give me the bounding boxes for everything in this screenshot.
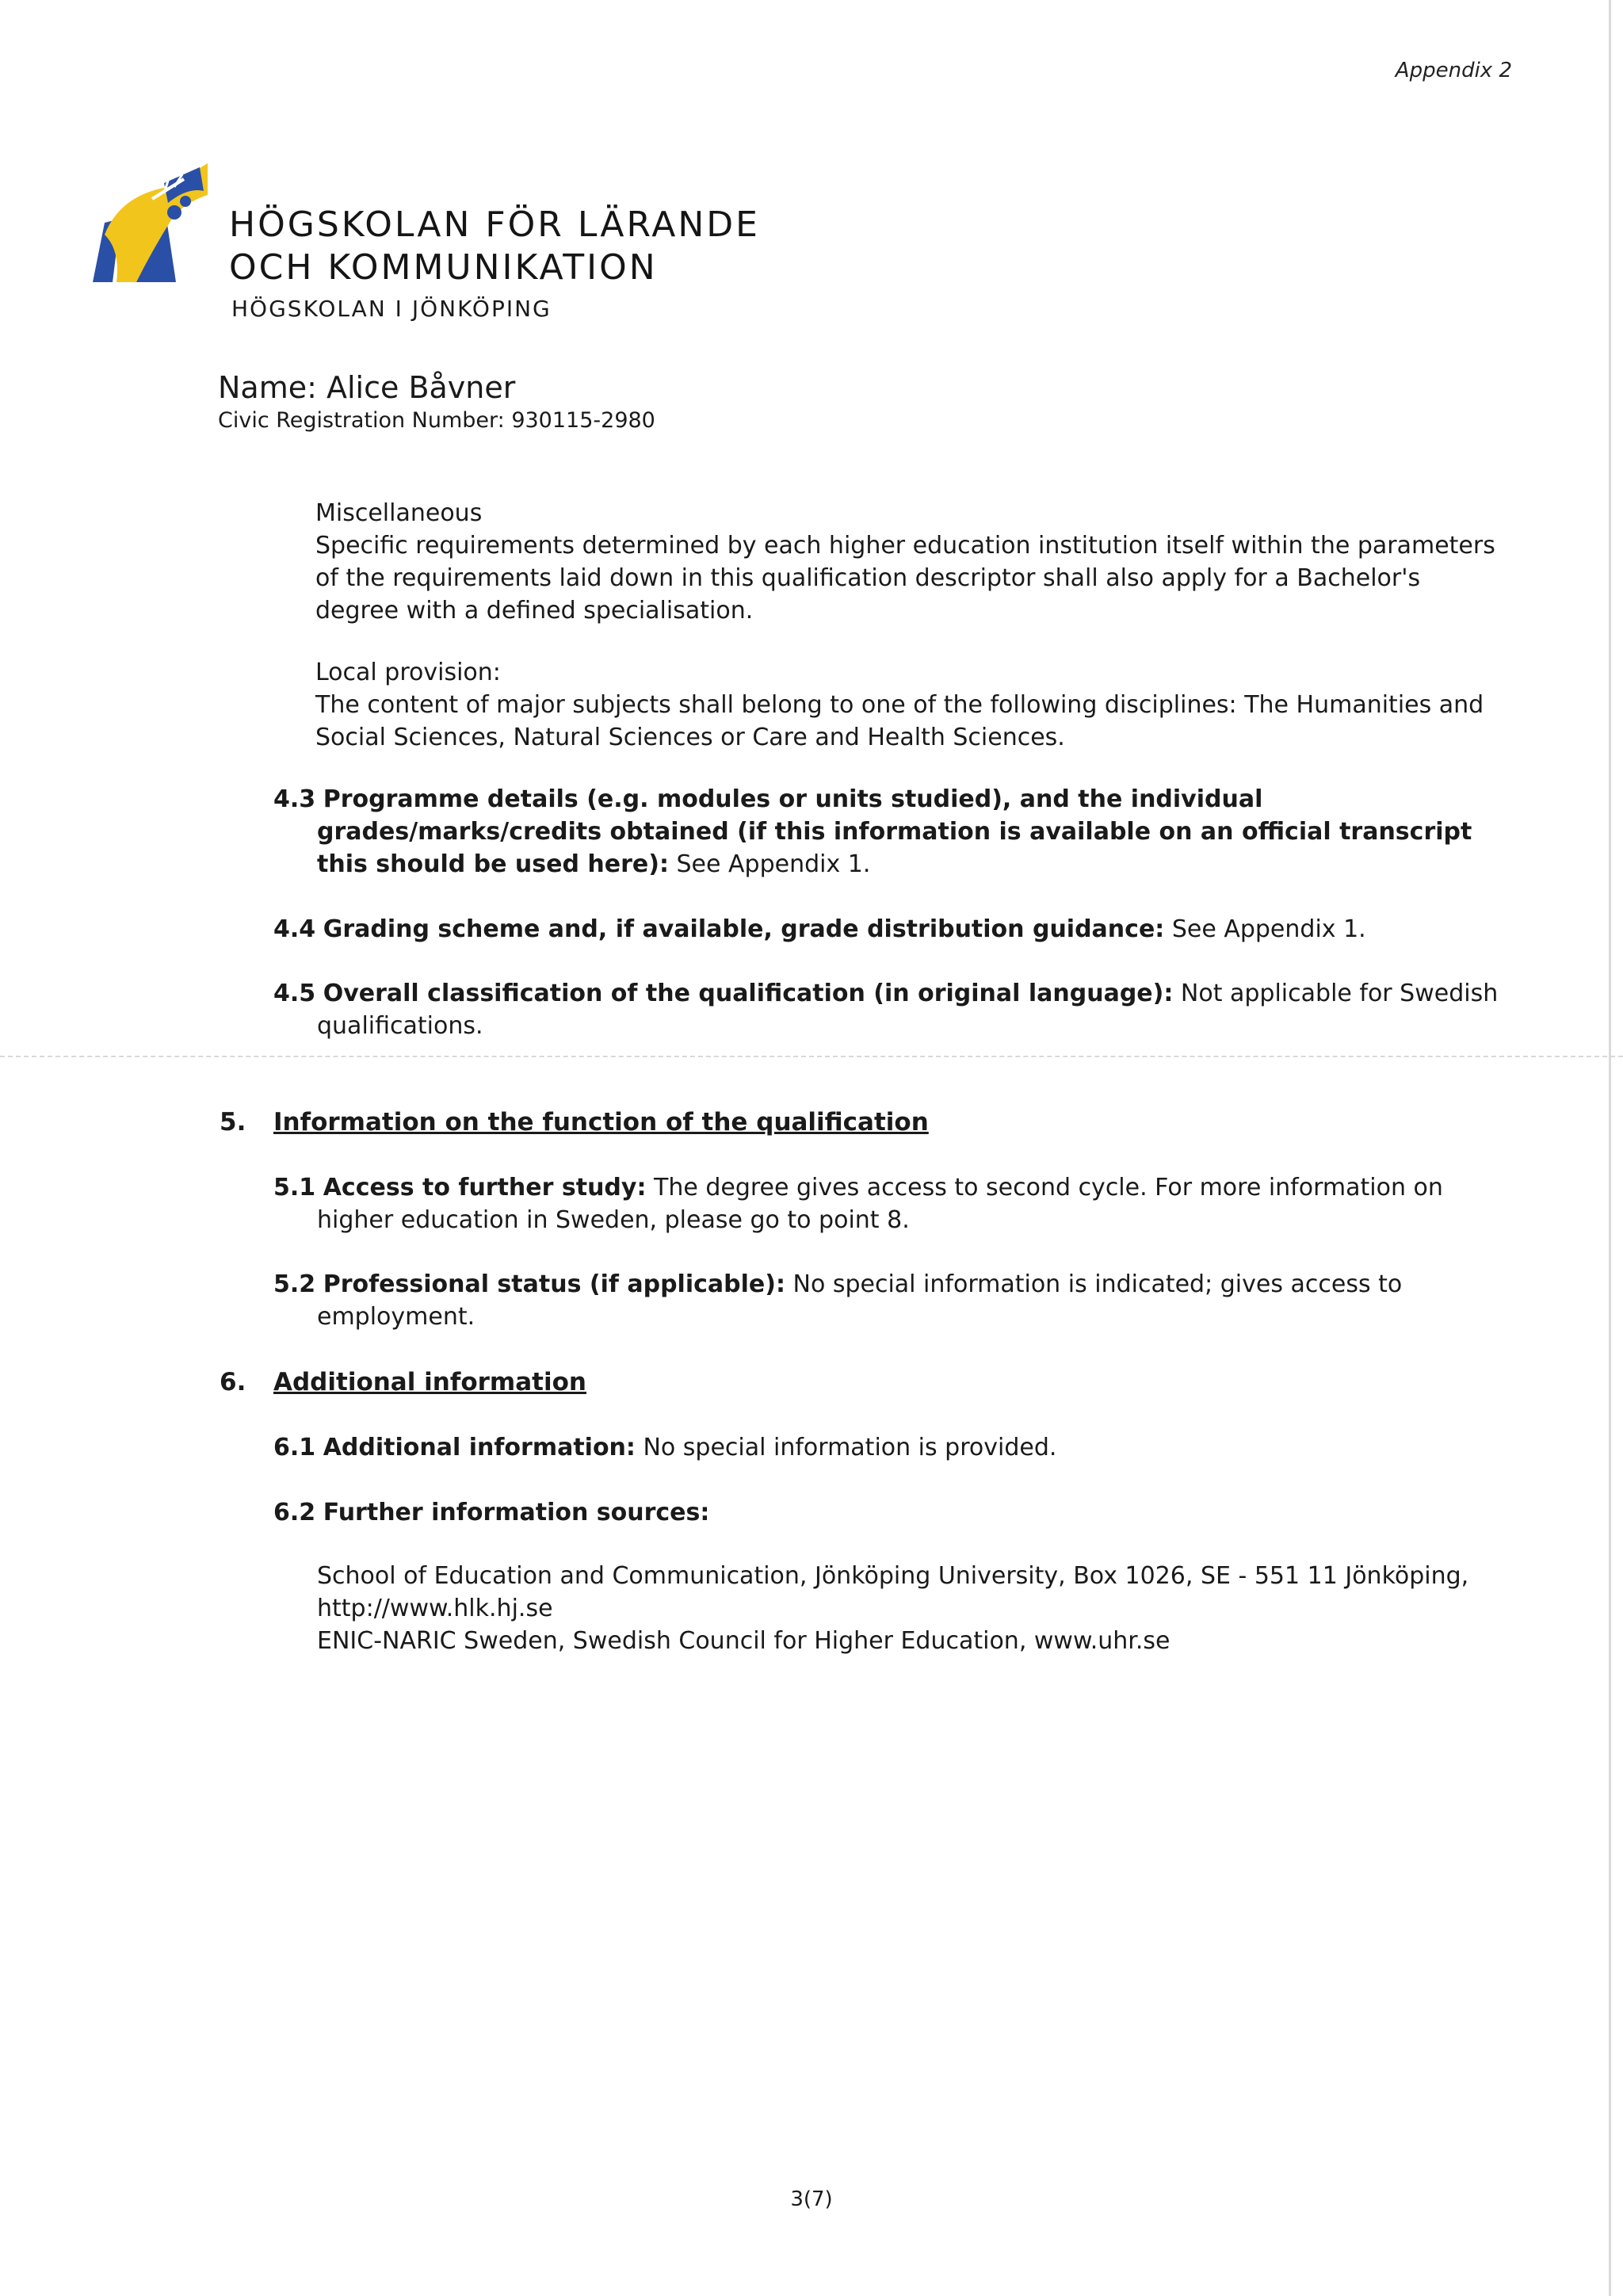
item-5-2 <box>273 1268 1506 1333</box>
item-text: The degree gives access to second cycle. For more information on higher education in Sweden, please go to point 8. <box>317 1174 1443 1234</box>
item-5-1 <box>273 1171 1506 1236</box>
item-4-4 <box>273 913 1506 946</box>
local-provision-title: Local provision: <box>315 659 501 686</box>
item-label: Programme details (e.g. modules or units studied), and the individual grades/marks/credits obtained (if this information is available on an official transcript this should be used here): <box>317 785 1472 878</box>
institution-logo <box>89 163 208 282</box>
section-number: 5. <box>220 1108 246 1137</box>
institution-subtitle: HÖGSKOLAN I JÖNKÖPING <box>231 296 552 322</box>
item-text: See Appendix 1. <box>1164 915 1366 943</box>
item-label: Additional information: <box>323 1434 636 1461</box>
item-label: Professional status (if applicable): <box>323 1270 785 1298</box>
miscellaneous-block <box>315 497 1496 627</box>
section-5-heading <box>220 1108 929 1137</box>
source-line: School of Education and Communication, Jönköping University, Box 1026, SE - 551 11 Jönköping, <box>317 1562 1469 1590</box>
item-label: Grading scheme and, if available, grade distribution guidance: <box>323 915 1165 943</box>
page-divider <box>0 1056 1623 1057</box>
item-4-5 <box>273 977 1506 1042</box>
appendix-label: Appendix 2 <box>1395 59 1512 82</box>
local-provision-body: The content of major subjects shall belong to one of the following disciplines: The Humanities and Social Sciences, Natural Sciences or Care and Health Sciences. <box>315 691 1484 751</box>
item-label: Further information sources: <box>323 1499 710 1526</box>
item-6-2 <box>273 1496 1506 1529</box>
item-text: No special information is provided. <box>635 1434 1057 1461</box>
item-number: 6.2 <box>273 1499 316 1526</box>
item-4-3 <box>273 783 1506 881</box>
item-text: See Appendix 1. <box>668 850 871 878</box>
item-label: Overall classification of the qualification (in original language): <box>323 980 1174 1007</box>
item-text: No special information is indicated; gives access to employment. <box>317 1270 1403 1331</box>
section-title: Information on the function of the qualification <box>273 1108 929 1137</box>
item-number: 4.3 <box>273 785 316 813</box>
item-number: 5.2 <box>273 1270 316 1298</box>
miscellaneous-title: Miscellaneous <box>315 499 483 527</box>
section-title: Additional information <box>273 1368 586 1396</box>
miscellaneous-body: Specific requirements determined by each higher education institution itself within the parameters of the requirements laid down in this qualification descriptor shall also apply for a Bachelor's degree with a defined specialisation. <box>315 532 1495 625</box>
source-link[interactable]: http://www.hlk.hj.se <box>317 1595 553 1622</box>
institution-name-line1: HÖGSKOLAN FÖR LÄRANDE <box>229 204 760 245</box>
item-number: 6.1 <box>273 1434 316 1461</box>
source-line: ENIC-NARIC Sweden, Swedish Council for Higher Education, www.uhr.se <box>317 1627 1170 1655</box>
item-text: Not applicable for Swedish qualifications. <box>317 980 1499 1040</box>
item-label: Access to further study: <box>323 1174 647 1201</box>
civic-registration-number: Civic Registration Number: 930115-2980 <box>218 408 655 433</box>
item-number: 4.5 <box>273 980 316 1007</box>
sources-list <box>317 1560 1498 1657</box>
section-number: 6. <box>220 1368 246 1396</box>
item-6-1 <box>273 1431 1506 1464</box>
institution-name-line2: OCH KOMMUNIKATION <box>229 247 658 288</box>
item-number: 5.1 <box>273 1174 316 1201</box>
student-name: Name: Alice Båvner <box>218 370 516 405</box>
page-number: 3(7) <box>790 2187 833 2211</box>
scan-edge-line <box>1609 0 1611 2296</box>
local-provision-block <box>315 656 1496 754</box>
section-6-heading <box>220 1368 586 1396</box>
item-number: 4.4 <box>273 915 316 943</box>
